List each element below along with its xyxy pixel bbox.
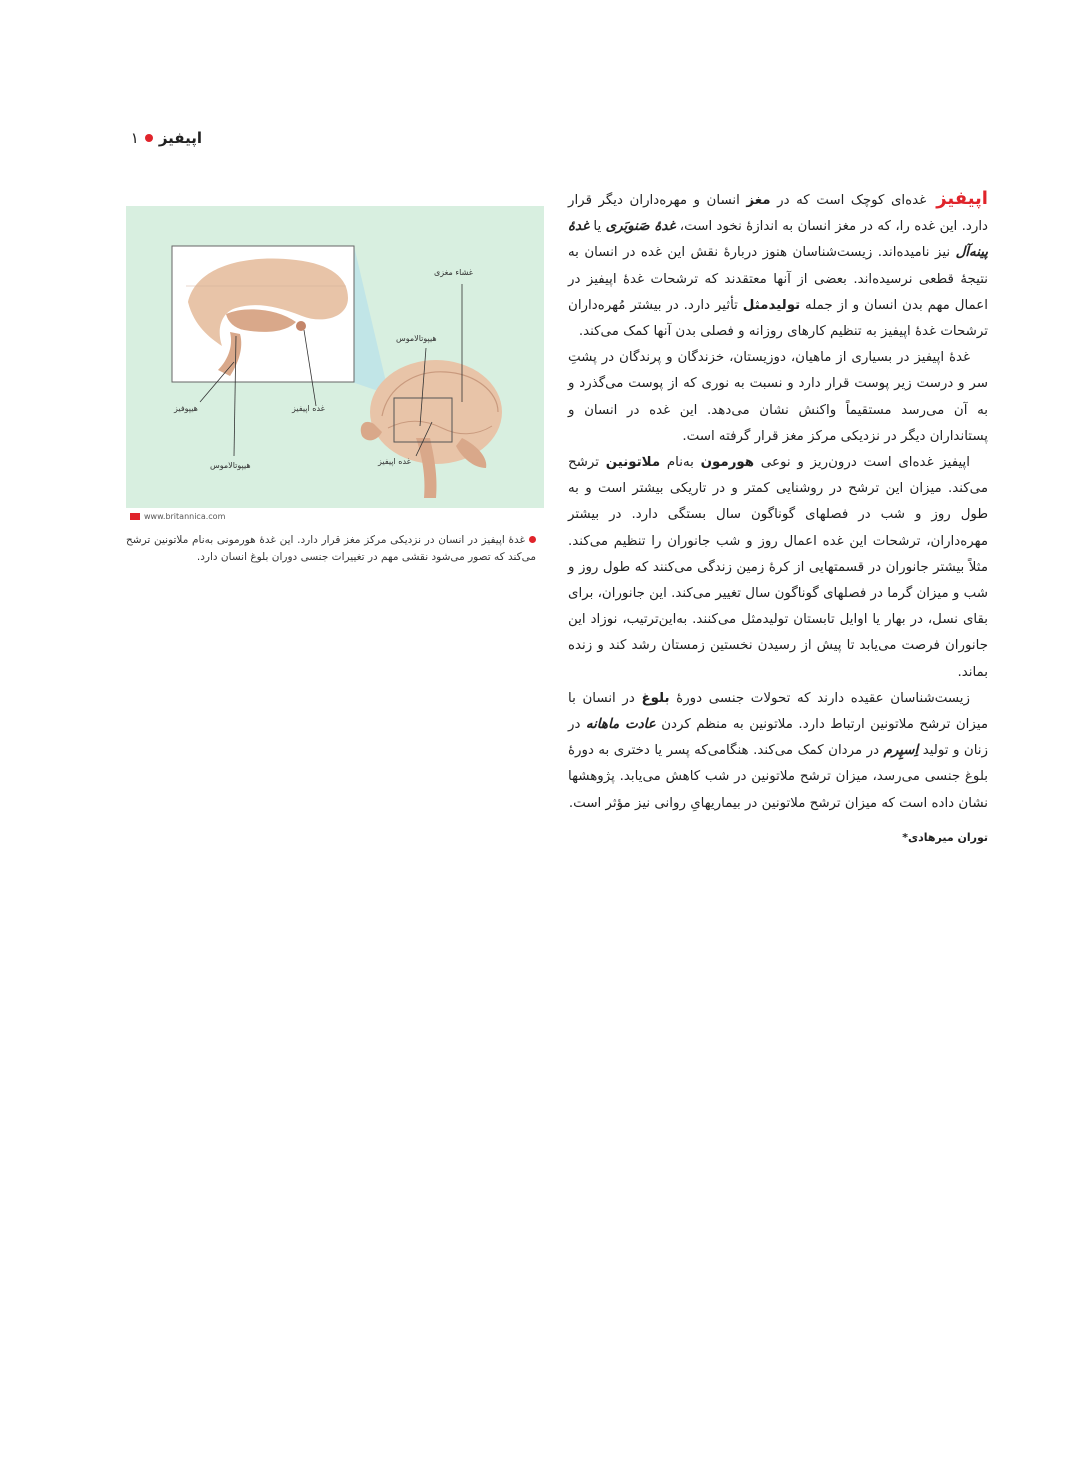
term-hormone: هورمون: [700, 455, 755, 471]
figure-source-url: www.britannica.com: [144, 512, 226, 521]
britannica-icon: [130, 513, 140, 520]
label-pituitary: هیپوفیز: [174, 404, 198, 413]
brain-figure: [126, 206, 544, 508]
term-pineal-gland: غدهٔ صَنوبَری: [605, 219, 676, 235]
label-meninges: غشاء مغزی: [434, 268, 473, 277]
bullet-icon: [145, 134, 153, 142]
author-name: توران میرهادی*: [902, 830, 988, 844]
paragraph-2: غدهٔ اپیفیز در بسیاری از ماهیان، دوزیستان، خزندگان و پرندگان در پشتِ سر و درست زیر پوست قرار دارد و نسبت به نوری که از پوست می‌گذرد و به آن می‌رسد مستقیماً واکنش نشان می‌دهد. این غده در انسان و پستانداران دیگر در نزدیکی مرکز مغز قرار گرفته است.: [568, 350, 988, 444]
label-pineal-brain: غده اپیفیز: [378, 457, 411, 466]
term-puberty: بلوغ: [641, 690, 670, 706]
figure-caption: [126, 532, 536, 566]
term-sperm: اِسپِرم: [883, 743, 919, 759]
header-title: اپیفیز: [158, 129, 202, 147]
term-reproduction: تولیدمثل: [742, 297, 801, 313]
term-pineal-gland-alt: غدهٔ پینه‌آل: [568, 219, 988, 261]
page-number: ۱: [130, 129, 139, 147]
article-body: [568, 186, 988, 851]
label-pineal-zoom: غده اپیفیز: [292, 404, 325, 413]
running-header: [122, 126, 202, 150]
term-brain: مغز: [746, 193, 771, 208]
entry-title: اپیفیز: [936, 188, 988, 209]
term-menstruation: عادت ماهانه: [585, 717, 656, 733]
figure-source: [130, 512, 225, 521]
caption-bullet-icon: [529, 536, 536, 543]
paragraph-4: زیست‌شناسان عقیده دارند که تحولات جنسی دورهٔ بلوغ در انسان با میزان ترشح ملاتونین ارتباط دارد. ملاتونین به منظم کردن عادت ماهانه در زنان و تولید اِسپِرم در مردان کمک می‌کند. هنگامی‌که پسر یا دختری به دورهٔ بلوغ جنسی می‌رسد، میزان ترشح ملاتونین در شب کاهش می‌یابد. پژوهشها نشان داده است که میزان ترشح ملاتونین در بیماریهایِ روانی نیز مؤثر است.: [568, 690, 989, 811]
paragraph-1: اپیفیزغده‌ای کوچک است که در مغز انسان و مهره‌داران دیگر قرار دارد. این غده را، که در مغز انسان به اندازهٔ نخود است، غدهٔ صَنوبَری یا غدهٔ پینه‌آل نیز نامیده‌اند. زیست‌شناسان هنوز دربارهٔ نقش این غده در انسان به نتیجهٔ قطعی نرسیده‌اند. بعضی از آنها معتقدند که ترشحات غدهٔ اپیفیز در اعمال مهم بدن انسان و از جمله تولیدمثل تأثیر دارد. در بیشتر مُهره‌داران ترشحات غدهٔ اپیفیز به تنظیم کارهای روزانه و فصلی بدن آنها کمک می‌کند.: [568, 188, 989, 340]
label-hypothalamus-brain: هیپوتالاموس: [396, 334, 437, 343]
label-hypothalamus-zoom: هیپوتالاموس: [210, 461, 251, 470]
brain-illustration: [126, 206, 544, 508]
paragraph-3: اپیفیز غده‌ای است درون‌ریز و نوعی هورمون به‌نام ملاتونین ترشح می‌کند. میزان این ترشح در روشنایی کمتر و در تاریکی بیشتر است و به طول روز و شب در فصلهای گوناگون سال بستگی دارد. در بیشتر مهره‌داران، ترشحات این غده اعمال روز و شب جانوران را تنظیم می‌کند. مثلاً بیشتر جانوران در قسمتهایی از کرهٔ زمین زندگی می‌کنند که طول روز و شب و میزان گرما در فصلهای گوناگون سال تغییر می‌کند. این جانوران، برای بقای نسل، در بهار یا اوایل تابستان تولیدمثل می‌کنند. به‌این‌ترتیب، نوزاد این جانوران فرصت می‌یابد تا پیش از رسیدن نخستین زمستان رشد کند و زنده بماند.: [568, 455, 988, 680]
caption-text: غدهٔ اپیفیز در انسان در نزدیکی مرکز مغز قرار دارد. این غدهٔ هورمونی به‌نام ملاتونین ترشح می‌کند که تصور می‌شود نقشی مهم در تغییرات جنسی دوران بلوغ انسان دارد.: [126, 534, 536, 563]
term-melatonin: ملاتونین: [605, 455, 661, 471]
